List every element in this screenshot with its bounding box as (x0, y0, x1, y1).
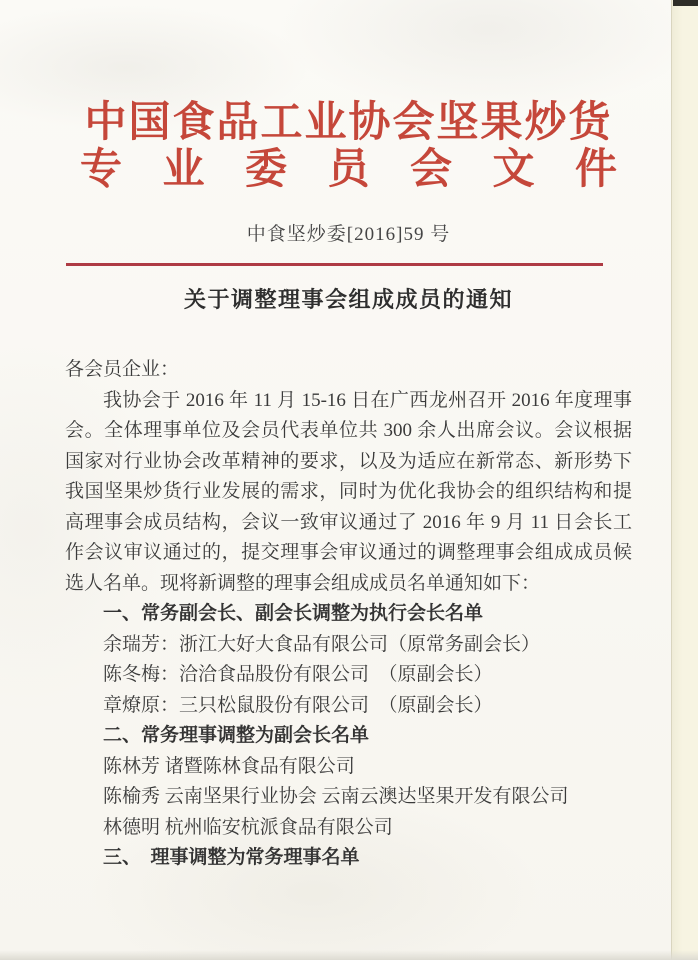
scan-bottom-shadow (0, 950, 698, 960)
document-number: 中食坚炒委[2016]59 号 (246, 224, 451, 245)
section-1-item: 余瑞芳：浙江大好大食品有限公司（原常务副会长） (103, 633, 541, 655)
notice-body (65, 355, 632, 874)
section-1-item: 章燎原：三只松鼠股份有限公司 （原副会长） (103, 694, 493, 716)
section-2-heading: 二、常务理事调整为副会长名单 (103, 725, 370, 746)
scan-edge-strip (671, 0, 698, 960)
section-3-heading: 三、 理事调整为常务理事名单 (103, 847, 360, 868)
body-paragraph: 我协会于 2016 年 11 月 15-16 日在广西龙州召开 2016 年度理事会。全体理事单位及会员代表单位共 300 余人出席会议。会议根据国家对行业协会改革精神的要求，以及为适应在新常态、新形势下我国坚果炒货行业发展的需求，同时为优化我协会的组织结构和提高理事会成员结构，会议一致审议通过了 2016 年 9 月 11 日会长工作会议审议通过的，提交理事会审议通过的调整理事会组成成员候选人名单。现将新调整的理事会组成成员名单通知如下： (65, 389, 632, 594)
section-1-heading: 一、常务副会长、副会长调整为执行会长名单 (103, 603, 484, 624)
section-2-item: 林德明 杭州临安杭派食品有限公司 (103, 816, 393, 838)
letterhead-org-line2: 专 业 委 员 会 文 件 (80, 147, 617, 193)
scan-corner-mark (673, 0, 698, 6)
letterhead-divider-rule (66, 263, 603, 266)
document-content (65, 0, 632, 874)
salutation: 各会员企业： (65, 359, 180, 380)
section-2-item: 陈林芳 诸暨陈林食品有限公司 (103, 755, 355, 777)
notice-title: 关于调整理事会组成成员的通知 (183, 287, 513, 312)
letterhead (80, 100, 617, 194)
letterhead-org-line1: 中国食品工业协会坚果炒货 (84, 100, 613, 146)
section-2-item: 陈榆秀 云南坚果行业协会 云南云澳达坚果开发有限公司 (103, 786, 569, 807)
section-1-item: 陈冬梅：洽洽食品股份有限公司 （原副会长） (103, 664, 493, 685)
